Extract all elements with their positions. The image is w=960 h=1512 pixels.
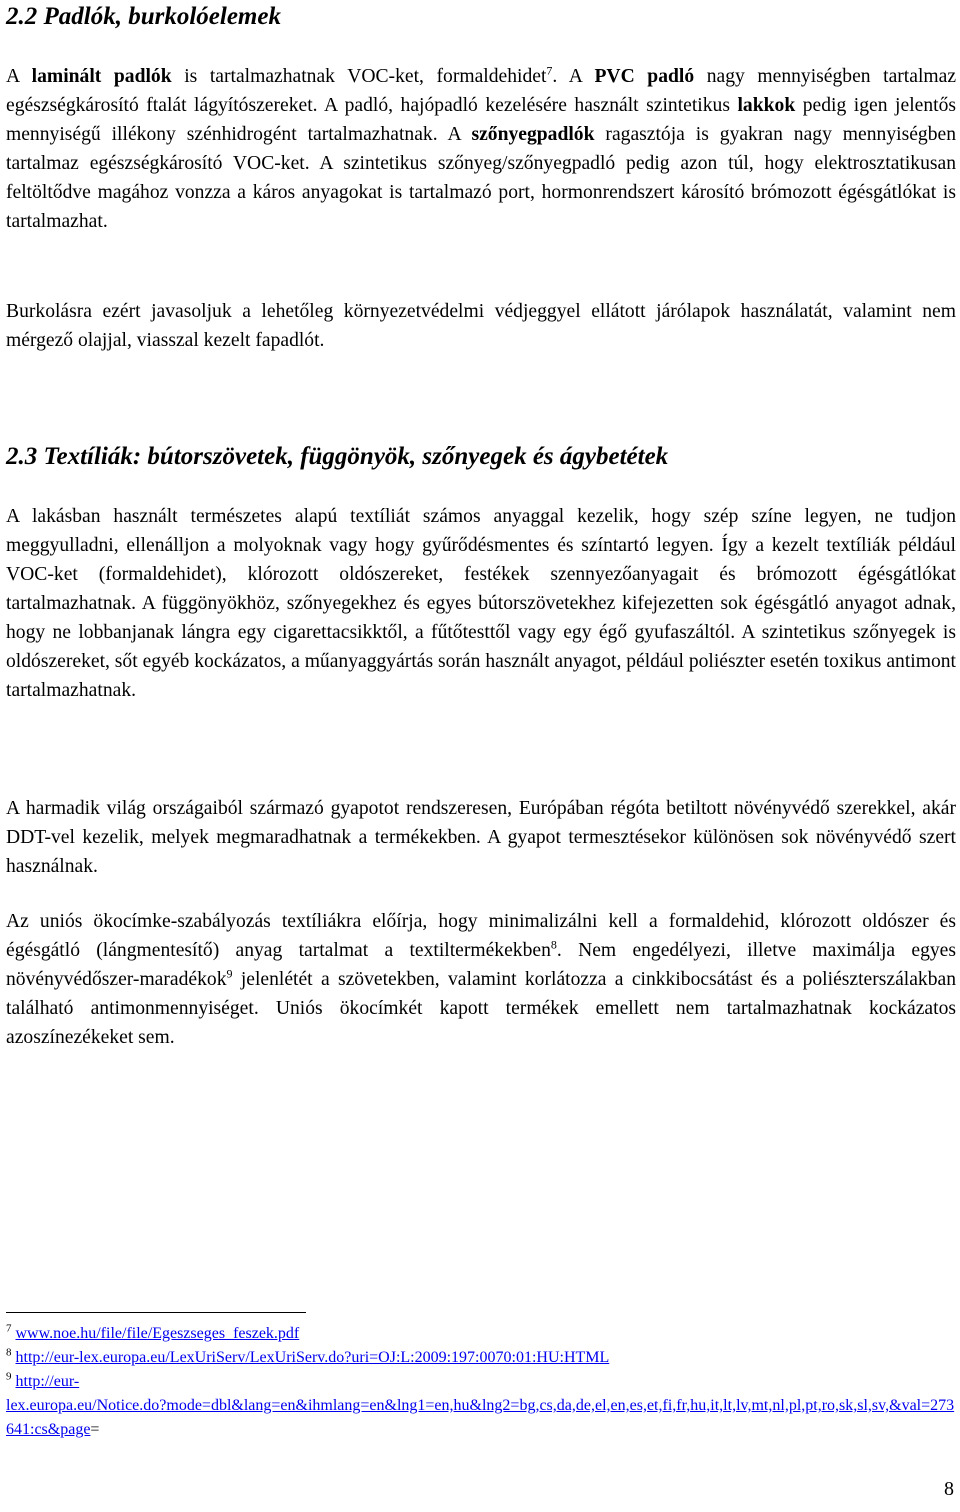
paragraph-padlok-2: Burkolásra ezért javasoljuk a lehetőleg környezetvédelmi védjeggyel ellátott járólapok használatát, valamint nem mérgező olajjal, viasszal kezelt fapadlót. — [6, 301, 956, 351]
section-heading-textiliak: 2.3 Textíliák: bútorszövetek, függönyök, szőnyegek és ágybetétek — [6, 443, 669, 470]
footnote-link-tail: = — [90, 1421, 100, 1438]
text-run: pedig igen jelentős mennyiségű illékony szénhidrogént tartalmazhatnak. A — [6, 95, 957, 145]
bold-term-lakkok: lakkok — [737, 95, 796, 116]
text-run: A — [6, 66, 32, 87]
text-run: Az uniós ökocímke-szabályozás textíliákra előírja, hogy minimalizálni kell a formaldehid, klórozott oldószer és égésgátló (lángmentesítő) anyag tartalmat a textiltermékekben — [6, 911, 956, 961]
footnote-number: 9 — [6, 1370, 12, 1383]
bold-term-pvc: PVC padló — [594, 66, 695, 87]
footnote-link-7[interactable]: www.noe.hu/file/file/Egeszseges_feszek.pdf — [15, 1325, 300, 1342]
bold-term-szonyegpadlok: szőnyegpadlók — [471, 124, 595, 145]
footnotes — [6, 1322, 956, 1442]
paragraph-textiliak-1: A lakásban használt természetes alapú textíliát számos anyaggal kezelik, hogy szép színe legyen, ne tudjon meggyulladni, ellenálljon a molyoknak vagy hogy gyűrődésmentes és színtartó legyen. Így a kezelt textíliák például VOC-ket (formaldehidet), klórozott oldószereket, festékek szennyezőanyagait és brómozott égésgátlókat tartalmazhatnak. A függönyökhöz, szőnyegekhez és egyes bútorszövetekhez kifejezetten sok égésgátló anyagot adnak, hogy ne lobbanjanak lángra egy cigarettacsikktől, a fűtőtesttől vagy egy égő gyufaszáltól. A szintetikus szőnyegek is oldószereket, sőt egyéb kockázatos, a műanyaggyártás során használt anyagot, például poliészter esetén toxikus antimont tartalmazhatnak. — [6, 506, 956, 701]
page-number: 8 — [944, 1478, 954, 1500]
footnote-link-9-part-b[interactable]: lex.europa.eu/Notice.do?mode=dbl&lang=en&ihmlang=en&lng1=en,hu&lng2=bg,cs,da,de,el,en,es,et,fi,fr,hu,it,lt,lv,mt,nl,pl,pt,ro,sk,sl,sv,&val=273641:cs&page — [6, 1397, 955, 1438]
text-run: nagy mennyiségben tartalmaz egészségkárosító ftalát lágyítószereket. A padló, hajópadló kezelésére használt szintetikus — [6, 66, 957, 116]
footnote-number: 7 — [6, 1322, 12, 1335]
text-run: is tartalmazhatnak VOC-ket, formaldehidet — [171, 66, 547, 87]
section-heading-padlok: 2.2 Padlók, burkolóelemek — [6, 3, 281, 30]
paragraph-textiliak-3 — [6, 907, 956, 1052]
text-run: . A — [552, 66, 595, 87]
text-run: ragasztója is gyakran nagy mennyiségben tartalmaz egészségkárosító VOC-ket. A szintetikus szőnyeg/szőnyegpadló pedig azon túl, hogy elektrosztatikusan feltöltődve magához vonzza a káros anyagokat is tartalmazó port, hormonrendszert károsító brómozott égésgátlókat is tartalmazhat. — [6, 124, 956, 232]
footnote-8 — [6, 1346, 956, 1370]
footnote-link-9-part-a[interactable]: http://eur- — [15, 1373, 80, 1390]
footnote-ref-9: 9 — [226, 966, 233, 981]
footnote-9 — [6, 1370, 956, 1442]
bold-term-laminalt: laminált padlók — [31, 66, 172, 87]
text-run: jelenlétét a szövetekben, valamint korlátozza a cinkkibocsátást és a poliészterszálakban található antimonmennyiséget. Uniós ökocímkét kapott termékek emellett nem tartalmazhatnak kockázatos azoszínezékeket sem. — [6, 969, 956, 1048]
footnote-ref-8: 8 — [550, 937, 557, 952]
text-run: . Nem engedélyezi, illetve maximálja egyes növényvédőszer-maradékok — [6, 940, 956, 990]
footnote-7 — [6, 1322, 956, 1346]
footnote-link-8[interactable]: http://eur-lex.europa.eu/LexUriServ/LexUriServ.do?uri=OJ:L:2009:197:0070:01:HU:HTML — [15, 1349, 610, 1366]
footnote-divider — [6, 1312, 306, 1313]
footnote-number: 8 — [6, 1346, 12, 1359]
footnote-ref-7: 7 — [546, 63, 553, 78]
paragraph-padlok-1 — [6, 62, 956, 236]
paragraph-textiliak-2: A harmadik világ országaiból származó gyapotot rendszeresen, Európában régóta betiltott növényvédő szerekkel, akár DDT-vel kezelik, melyek megmaradhatnak a termékekben. A gyapot termesztésekor különösen sok növényvédő szert használnak. — [6, 798, 956, 877]
